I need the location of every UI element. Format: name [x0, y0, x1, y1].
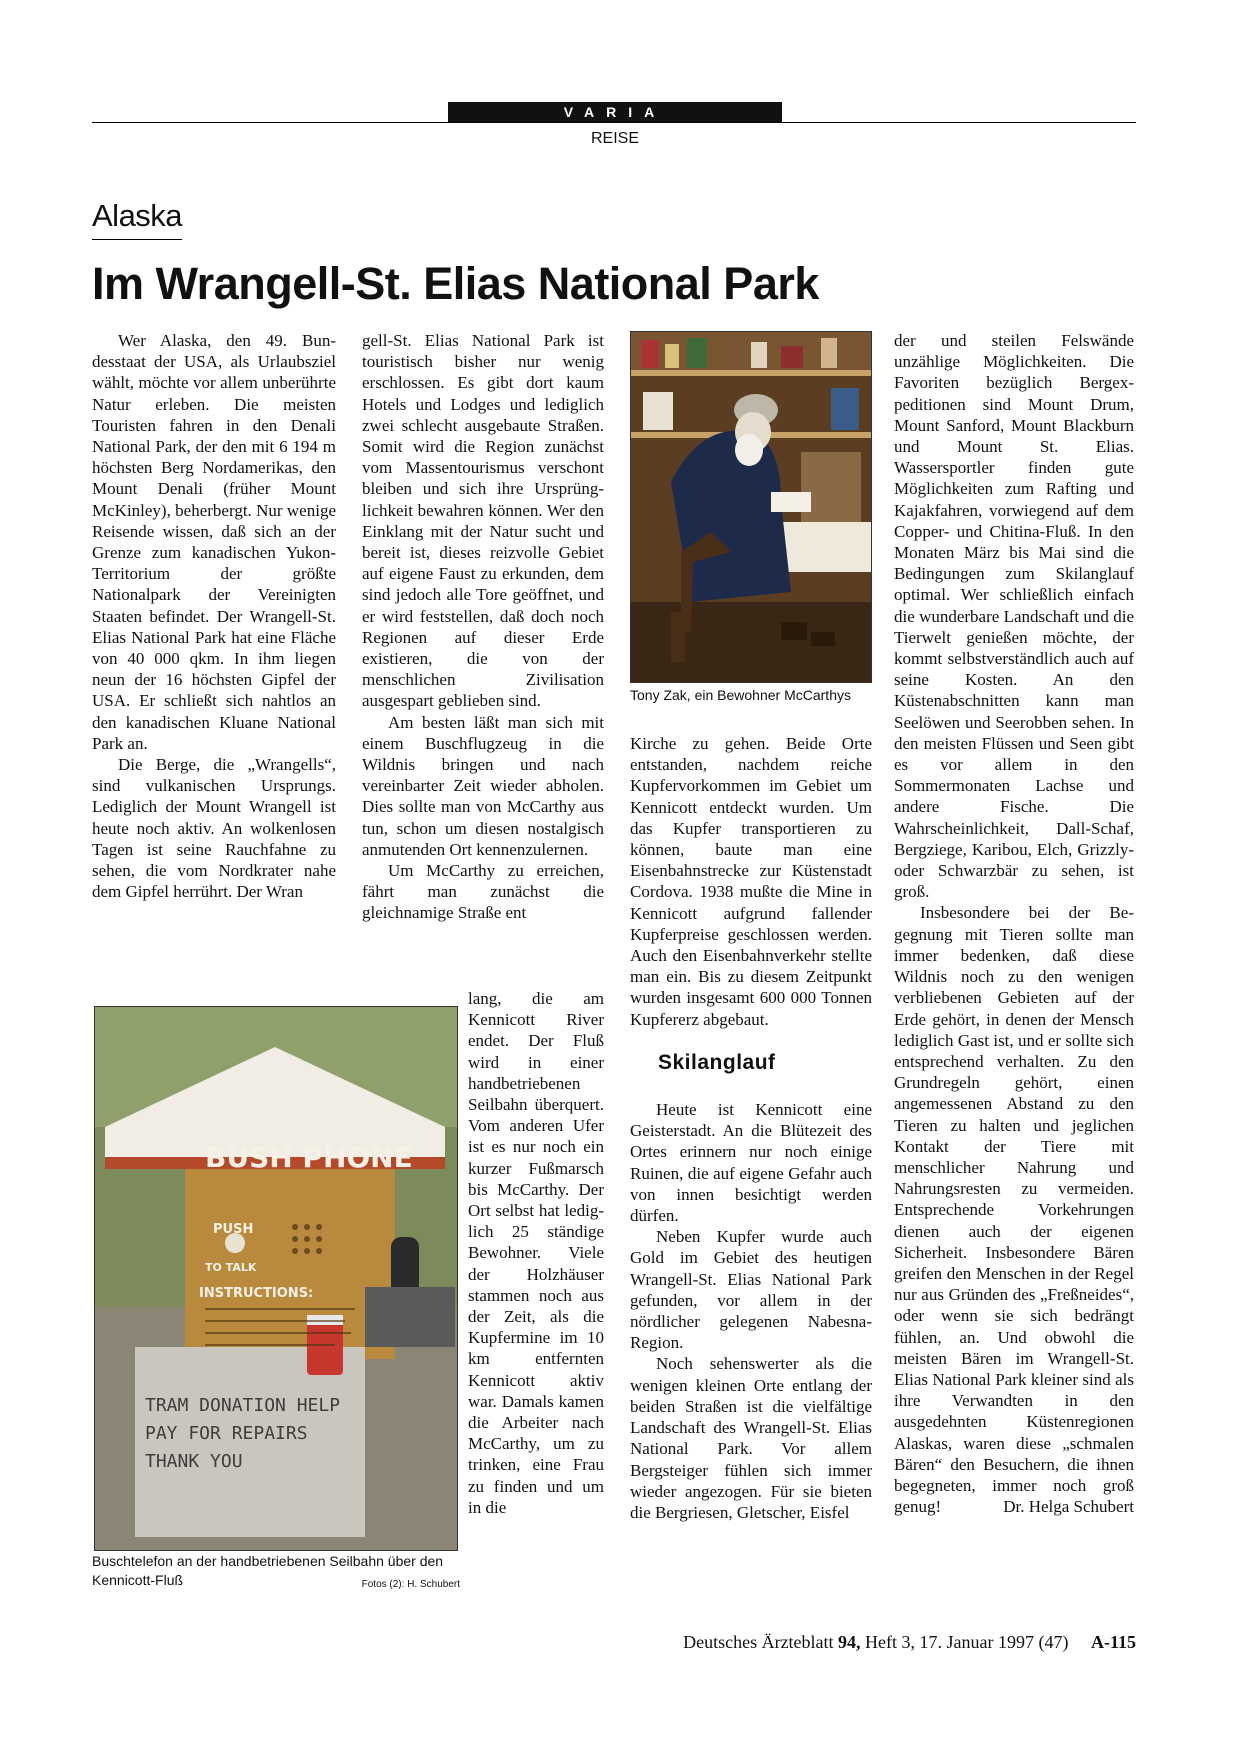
paragraph: Um McCarthy zu erreichen, fährt man zunächst die gleichnamige Straße ent — [362, 861, 604, 923]
column-2 — [362, 330, 604, 924]
header-rule — [92, 122, 1136, 123]
paragraph — [894, 902, 1134, 1517]
photo-bush-phone — [94, 1006, 458, 1551]
paragraph: Wer Alaska, den 49. Bundesstaat der USA, als Urlaubsziel wählt, möchte vor allem unberührte Natur erleben. Die meisten Touristen fahren in den Denali National Park, der den mit 6 194 m höchsten Berg Nordamerikas, den Mount Denali (früher Mount McKinley), beherbergt. Nur wenige Reisende wissen, daß sich an der Grenze zum kanadischen Yukon-Territorium der größte Nationalpark der Vereinigten Staaten befindet. Der Wrangell-St. Elias National Park hat eine Fläche von 40 000 qkm. In ihm liegen neun der 16 höchsten Gipfel der USA. Er schließt sich nahtlos an den kanadischen Kluane National Park an. — [92, 331, 336, 753]
photo-illustration — [95, 1007, 457, 1550]
journal-issue: Heft 3, 17. Januar 1997 (47) — [865, 1632, 1069, 1652]
sign-push-text: PUSH — [213, 1222, 254, 1237]
paragraph: Neben Kupfer wurde auch Gold im Gebiet des heutigen Wrangell-St. Elias National Park gefunden, vor allem in der nördlicher gelegenen Nabesna-Region. — [630, 1227, 872, 1353]
sign-totalk-text: TO TALK — [205, 1261, 257, 1274]
subheading-skilanglauf: Skilanglauf — [658, 1050, 776, 1074]
subsection-label: REISE — [590, 130, 639, 147]
paragraph: der und steilen Felswände unzählige Möglichkeiten. Die Favoriten bezüglich Bergexpeditionen sind Mount Drum, Mount Sanford, Mount Blackburn und Mount St. Elias. Wassersportler finden gute Möglichkeiten zum Rafting und Kajakfahren, vorwiegend auf dem Copper- und Chitina-Fluß. In den Monaten März bis Mai sind die Bedingungen zum Skilanglauf optimal. Wer schließlich einfach die wunderbare Landschaft und die Tierwelt genießen möchte, der kommt selbstverständlich auch auf seine Kosten. An den Küstenabschnitten kann man Seelöwen und Seerobben sehen. In den meisten Flüssen und Seen gibt es vor allem in den Sommermonaten Lachse und andere Fische. Die Wahrscheinlichkeit, Dall-Schaf, Bergziege, Karibou, Elch, Grizzly- oder Schwarzbär zu sehen, ist groß. — [894, 331, 1134, 902]
kicker-underline — [92, 239, 182, 240]
page-number: A-115 — [1091, 1632, 1136, 1652]
paragraph: Heute ist Kennicott eine Geisterstadt. An die Blütezeit des Ortes erinnern nur noch einige Ruinen, die auf eigene Gefahr auch von innen besichtigt werden dürfen. — [630, 1100, 872, 1226]
section-label: VARIA — [448, 102, 782, 122]
sign-instructions-text: INSTRUCTIONS: — [199, 1286, 314, 1301]
photo-credit: Fotos (2): H. Schubert — [361, 1579, 460, 1590]
journal-volume: 94, — [838, 1632, 861, 1652]
photo-bush-phone-caption — [92, 1552, 460, 1594]
column-2-narrow — [468, 988, 604, 1518]
paragraph: Die Berge, die „Wrangells“, sind vulkanischen Ursprungs. Lediglich der Mount Wrangell ist heute noch aktiv. An wolkenlosen Tagen ist seine Rauchfahne zu sehen, die vom Nordkrater nahe dem Gipfel herrührt. Der Wran — [92, 755, 336, 902]
paragraph: Kirche zu gehen. Beide Orte entstanden, nachdem reiche Kupfervorkommen im Gebiet um Kennicott entdeckt wurden. Um das Kupfer transportieren zu können, baute man eine Eisenbahnstrecke zur Küstenstadt Cordova. 1938 mußte die Mine in Kennicott aufgrund fallender Kupferpreise geschlossen werden. Auch den Eisenbahnverkehr stellte man ein. Bis zu diesem Zeitpunkt wurden insgesamt 600 000 Tonnen Kupfererz abgebaut. — [630, 734, 872, 1029]
paragraph: gell-St. Elias National Park ist touristisch bisher nur wenig erschlossen. Es gibt dort kaum Hotels und Lodges und lediglich zwei schlecht ausgebaute Straßen. Somit wird die Region zunächst vom Massentourismus verschont bleiben und sich ihre Ursprünglichkeit bewahren können. Wer den Einklang mit der Natur sucht und bereit ist, dieses reizvolle Gebiet auf eigene Faust zu erkunden, dem sind jedoch alle Tore geöffnet, und er wird feststellen, daß doch noch Regionen auf dieser Erde existieren, die von der menschlichen Zivilisation ausgespart geblieben sind. — [362, 331, 604, 711]
photo-tony-zak-caption: Tony Zak, ein Bewohner McCarthys — [630, 687, 851, 703]
photo-tony-zak — [630, 331, 872, 683]
photo-illustration — [631, 332, 871, 682]
sign-bush-phone-text: BUSH PHONE — [205, 1141, 413, 1174]
journal-name: Deutsches Ärzteblatt — [683, 1632, 834, 1652]
article-author: Dr. Helga Schubert — [1003, 1497, 1134, 1517]
page-footer — [683, 1632, 1136, 1653]
paragraph: lang, die am Kennicott River endet. Der Fluß wird in einer handbetriebenen Seilbahn überquert. Vom anderen Ufer ist es nur noch ein kurzer Fußmarsch bis McCarthy. Der Ort selbst hat lediglich 25 ständige Bewohner. Viele der Holzhäuser stammen noch aus der Zeit, als die Kupfermine im 10 km entfernten Kennicott aktiv war. Damals kamen die Arbeiter nach McCarthy, um zu trinken, eine Frau zu finden und um in die — [468, 989, 604, 1517]
column-1 — [92, 330, 336, 902]
paragraph: Noch sehenswerter als die wenigen kleinen Orte entlang der beiden Straßen ist die vielfältige Landschaft des Wrangell-St. Elias National Park. Vor allem Bergsteiger fühlen sich immer wieder angezogen. Für sie bieten die Bergriesen, Gletscher, Eisfel — [630, 1354, 872, 1522]
paragraph: Am besten läßt man sich mit einem Buschflugzeug in die Wildnis bringen und nach vereinbarter Zeit wieder abholen. Dies sollte man von McCarthy aus tun, schon um diesen nostalgisch anmutenden Ort kennenzulernen. — [362, 712, 604, 859]
column-3 — [630, 733, 872, 1523]
caption-text: Buschtelefon an der handbetriebenen Seilbahn über den Kennicott-Fluß — [92, 1553, 444, 1588]
sign-donation-text: TRAM DONATION HELP PAY FOR REPAIRS THANK YOU — [145, 1395, 341, 1472]
paragraph-text: Insbesondere bei der Begegnung mit Tieren sollte man immer bedenken, daß diese Wildnis noch zu den wenigen verbliebenen Gebieten auf der Erde gehört, in denen der Mensch lediglich Gast ist, und er sollte sich entsprechend verhalten. Zu den Grundregeln gehört, einen angemessenen Abstand zu den Tieren zu halten und jeglichen Kontakt der Tiere mit menschlicher Nahrung und Nahrungsresten zu vermeiden. Entsprechende Vorkehrungen dienen auch der eigenen Sicherheit. Insbesondere Bären greifen den Menschen in der Regel nur aus Gründen des „Freßneides“, oder wenn sie sich bedrängt fühlen, an. Und obwohl die meisten Bären im Wrangell-St. Elias National Park kleiner sind als ihre Verwandten in den ausgedehnten Küstenregionen Alaskas, waren diese „schmalen Bären“ den Besuchern, die ihnen begegneten, immer noch groß genug! — [894, 903, 1134, 1517]
article-title: Im Wrangell-St. Elias National Park — [92, 258, 819, 309]
article-kicker: Alaska — [92, 198, 183, 233]
column-4 — [894, 330, 1134, 1517]
